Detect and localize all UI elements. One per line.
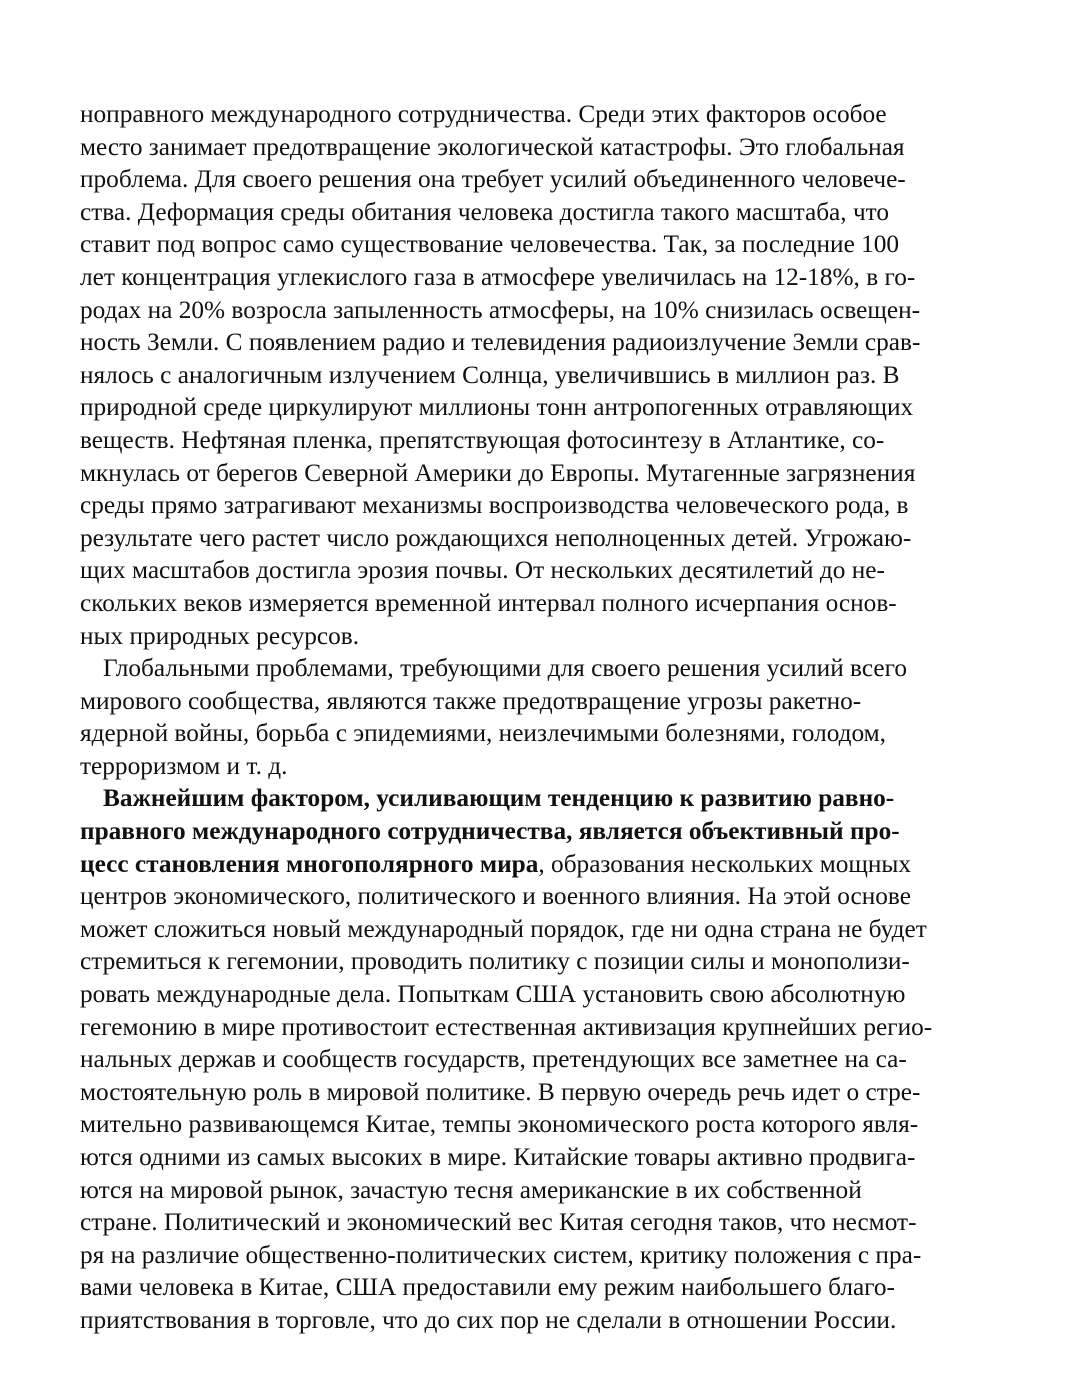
text-line <box>80 620 1024 653</box>
text-line <box>80 326 1024 359</box>
body-text: приятствования в торговле, что до сих пор не сделали в отношении России. <box>80 1305 897 1334</box>
body-text: , образования нескольких мощных <box>538 849 912 878</box>
body-text: стране. Политический и экономический вес Китая сегодня таков, что несмот- <box>80 1208 917 1237</box>
body-text: мирового сообщества, являются также предотвращение угрозы ракетно- <box>80 686 862 715</box>
text-line <box>80 1271 1024 1304</box>
body-text: ря на различие общественно-политических систем, критику положения с пра- <box>80 1240 922 1269</box>
text-line <box>80 717 1024 750</box>
text-line <box>80 587 1024 620</box>
body-text: стремиться к гегемонии, проводить политику с позиции силы и монополизи- <box>80 947 910 976</box>
text-line <box>80 359 1024 392</box>
body-text: вами человека в Китае, США предоставили ему режим наибольшего благо- <box>80 1273 895 1302</box>
text-line <box>80 848 1024 881</box>
text-line <box>80 1304 1024 1337</box>
body-text: лет концентрация углекислого газа в атмосфере увеличилась на 12-18%, в го- <box>80 262 916 291</box>
body-text: родах на 20% возросла запыленность атмосферы, на 10% снизилась освещен- <box>80 295 921 324</box>
text-line <box>80 294 1024 327</box>
text-line <box>80 880 1024 913</box>
body-text: ровать международные дела. Попыткам США установить свою абсолютную <box>80 980 906 1009</box>
body-text: может сложиться новый международный порядок, где ни одна страна не будет <box>80 914 927 943</box>
paragraph <box>80 98 1024 652</box>
text-line <box>80 1141 1024 1174</box>
text-line <box>80 163 1024 196</box>
body-text: скольких веков измеряется временной интервал полного исчерпания основ- <box>80 588 897 617</box>
document-page <box>80 98 1024 1337</box>
body-text: центров экономического, политического и военного влияния. На этой основе <box>80 882 911 911</box>
body-text: место занимает предотвращение экологической катастрофы. Это глобальная <box>80 132 905 161</box>
text-line <box>80 1108 1024 1141</box>
body-text: ных природных ресурсов. <box>80 621 360 650</box>
text-line <box>80 522 1024 555</box>
text-line <box>80 945 1024 978</box>
text-line <box>80 131 1024 164</box>
text-line <box>80 1174 1024 1207</box>
bold-text: правного международного сотрудничества, является объективный про- <box>80 817 900 846</box>
text-line <box>80 1239 1024 1272</box>
text-line <box>80 1011 1024 1044</box>
body-text: нальных держав и сообществ государств, претендующих все заметнее на са- <box>80 1045 907 1074</box>
text-line <box>80 489 1024 522</box>
text-line <box>80 98 1024 131</box>
body-text: ставит под вопрос само существование человечества. Так, за последние 100 <box>80 230 900 259</box>
paragraph <box>80 782 1024 1336</box>
bold-text: Важнейшим фактором, усиливающим тенденцию к развитию равно- <box>103 784 895 813</box>
text-line <box>80 261 1024 294</box>
text-line <box>80 782 1024 815</box>
body-text: терроризмом и т. д. <box>80 751 288 780</box>
body-text: Глобальными проблемами, требующими для своего решения усилий всего <box>103 654 908 683</box>
body-text: ноправного международного сотрудничества. Среди этих факторов особое <box>80 100 887 128</box>
text-line <box>80 1206 1024 1239</box>
text-line <box>80 815 1024 848</box>
text-line <box>80 228 1024 261</box>
body-text: природной среде циркулируют миллионы тонн антропогенных отравляющих <box>80 393 914 422</box>
body-text: результате чего растет число рождающихся неполноценных детей. Угрожаю- <box>80 523 912 552</box>
text-line <box>80 1043 1024 1076</box>
body-text: нялось с аналогичным излучением Солнца, увеличившись в миллион раз. В <box>80 360 900 389</box>
body-text: ядерной войны, борьба с эпидемиями, неизлечимыми болезнями, голодом, <box>80 719 886 748</box>
body-text: ются одними из самых высоких в мире. Китайские товары активно продвига- <box>80 1143 916 1171</box>
text-line <box>80 685 1024 718</box>
body-text: проблема. Для своего решения она требует усилий объединенного человече- <box>80 165 906 194</box>
text-line <box>80 391 1024 424</box>
body-text: ства. Деформация среды обитания человека достигла такого масштаба, что <box>80 197 890 226</box>
text-line <box>80 978 1024 1011</box>
paragraph <box>80 652 1024 782</box>
body-text: ность Земли. С появлением радио и телевидения радиоизлучение Земли срав- <box>80 328 921 357</box>
text-line <box>80 196 1024 229</box>
text-line <box>80 913 1024 946</box>
body-text: ются на мировой рынок, зачастую тесня американские в их собственной <box>80 1175 862 1204</box>
text-line <box>80 457 1024 490</box>
body-text: мительно развивающемся Китае, темпы экономического роста которого явля- <box>80 1110 919 1139</box>
body-text: мостоятельную роль в мировой политике. В первую очередь речь идет о стре- <box>80 1077 921 1106</box>
text-line <box>80 750 1024 783</box>
body-text: мкнулась от берегов Северной Америки до Европы. Мутагенные загрязнения <box>80 458 916 487</box>
body-text: среды прямо затрагивают механизмы воспроизводства человеческого рода, в <box>80 491 909 520</box>
body-text: веществ. Нефтяная пленка, препятствующая фотосинтезу в Атлантике, со- <box>80 425 885 454</box>
text-line <box>80 652 1024 685</box>
body-text: щих масштабов достигла эрозия почвы. От нескольких десятилетий до не- <box>80 556 885 585</box>
text-line <box>80 554 1024 587</box>
bold-text: цесс становления многополярного мира <box>80 849 539 878</box>
body-text: гегемонию в мире противостоит естественная активизация крупнейших регио- <box>80 1012 933 1041</box>
text-line <box>80 424 1024 457</box>
text-line <box>80 1076 1024 1109</box>
